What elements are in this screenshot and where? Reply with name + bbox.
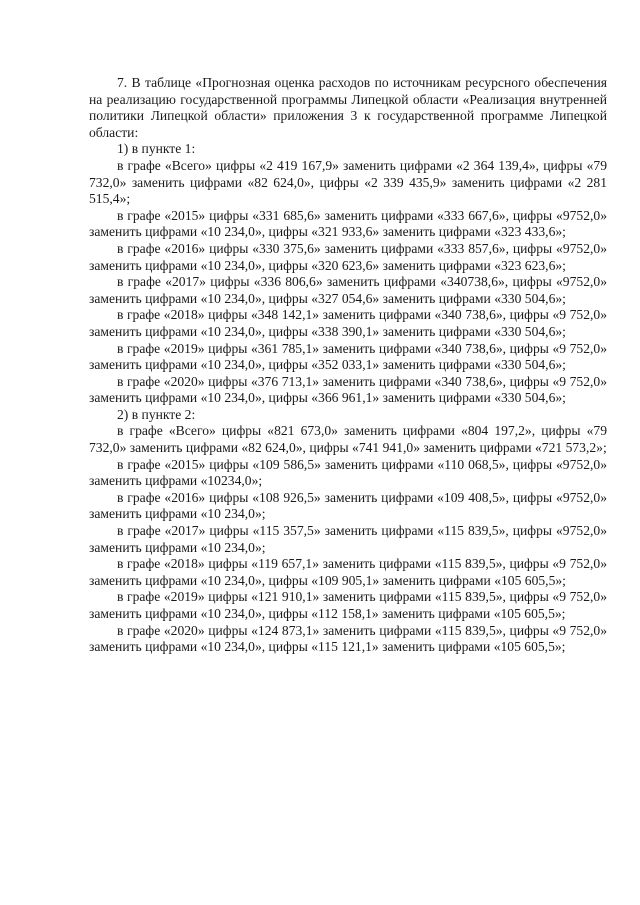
section-heading-paragraph: 7. В таблице «Прогнозная оценка расходов по источникам ресурсного обеспечения на реализацию государственной программы Липецкой области «Реализация внутренней политики Липецкой области» приложения 3 к государственной программе Липецкой области: <box>89 75 607 140</box>
amendment-paragraph: в графе «2019» цифры «121 910,1» заменить цифрами «115 839,5», цифры «9 752,0» заменить цифрами «10 234,0», цифры «112 158,1» заменить цифрами «105 605,5»; <box>89 589 607 621</box>
amendment-paragraph: в графе «2015» цифры «109 586,5» заменить цифрами «110 068,5», цифры «9752,0» заменить цифрами «10234,0»; <box>89 456 607 489</box>
amendment-paragraph: в графе «2018» цифры «119 657,1» заменить цифрами «115 839,5», цифры «9 752,0» заменить цифрами «10 234,0», цифры «109 905,1» заменить цифрами «105 605,5»; <box>89 556 607 588</box>
document-body <box>89 75 607 656</box>
amendment-paragraph: в графе «2016» цифры «108 926,5» заменить цифрами «109 408,5», цифры «9752,0» заменить цифрами «10 234,0»; <box>89 489 607 522</box>
subsection-1-label: 1) в пункте 1: <box>117 141 196 157</box>
subsection-2-label: 2) в пункте 2: <box>117 406 196 422</box>
amendment-paragraph: в графе «2019» цифры «361 785,1» заменить цифрами «340 738,6», цифры «9 752,0» заменить цифрами «10 234,0», цифры «352 033,1» заменить цифрами «330 504,6»; <box>89 340 607 373</box>
amendment-paragraph: в графе «2017» цифры «336 806,6» заменить цифрами «340738,6», цифры «9752,0» заменить цифрами «10 234,0», цифры «327 054,6» заменить цифрами «330 504,6»; <box>89 274 607 306</box>
amendment-paragraph: в графе «2015» цифры «331 685,6» заменить цифрами «333 667,6», цифры «9752,0» заменить цифрами «10 234,0», цифры «321 933,6» заменить цифрами «323 433,6»; <box>89 207 607 240</box>
amendment-paragraph: в графе «2020» цифры «124 873,1» заменить цифрами «115 839,5», цифры «9 752,0» заменить цифрами «10 234,0», цифры «115 121,1» заменить цифрами «105 605,5»; <box>89 622 607 655</box>
amendment-paragraph: в графе «2020» цифры «376 713,1» заменить цифрами «340 738,6», цифры «9 752,0» заменить цифрами «10 234,0», цифры «366 961,1» заменить цифрами «330 504,6»; <box>89 373 607 406</box>
amendment-paragraph: в графе «Всего» цифры «2 419 167,9» заменить цифрами «2 364 139,4», цифры «79 732,0» заменить цифрами «82 624,0», цифры «2 339 435,9» заменить цифрами «2 281 515,4»; <box>89 157 607 207</box>
amendment-paragraph: в графе «Всего» цифры «821 673,0» заменить цифрами «804 197,2», цифры «79 732,0» заменить цифрами «82 624,0», цифры «741 941,0» заменить цифрами «721 573,2»; <box>89 423 607 456</box>
amendment-paragraph: в графе «2017» цифры «115 357,5» заменить цифрами «115 839,5», цифры «9752,0» заменить цифрами «10 234,0»; <box>89 523 607 555</box>
amendment-paragraph: в графе «2016» цифры «330 375,6» заменить цифрами «333 857,6», цифры «9752,0» заменить цифрами «10 234,0», цифры «320 623,6» заменить цифрами «323 623,6»; <box>89 240 607 273</box>
amendment-paragraph: в графе «2018» цифры «348 142,1» заменить цифрами «340 738,6», цифры «9 752,0» заменить цифрами «10 234,0», цифры «338 390,1» заменить цифрами «330 504,6»; <box>89 307 607 339</box>
